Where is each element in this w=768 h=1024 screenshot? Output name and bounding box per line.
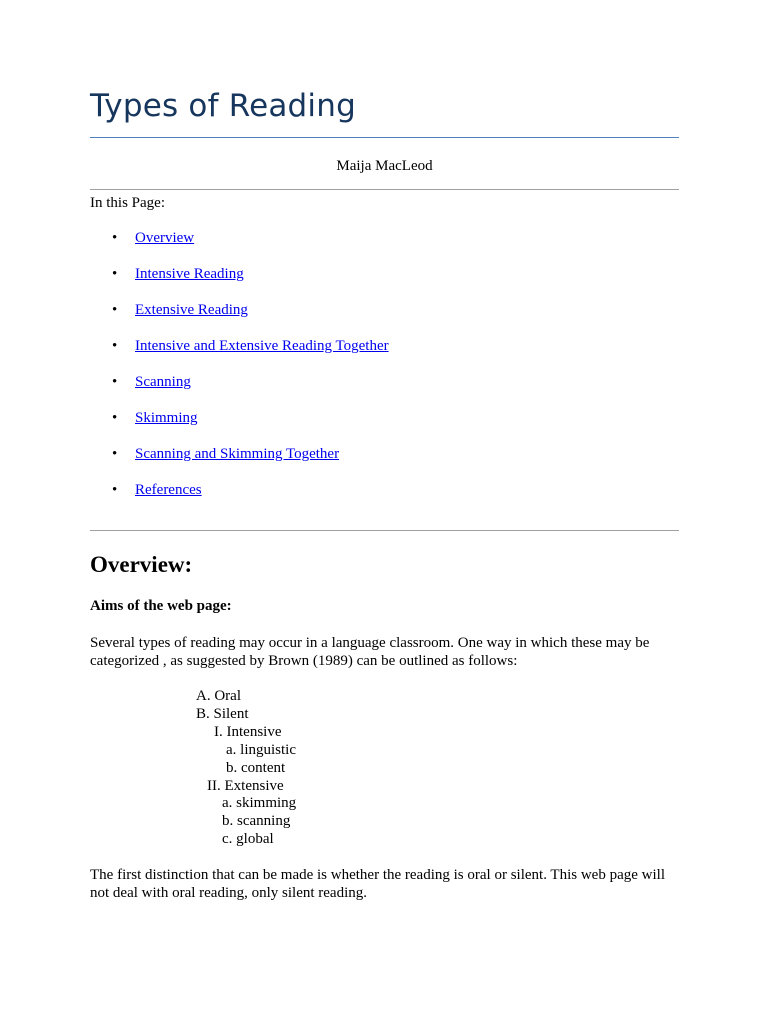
intro-paragraph: Several types of reading may occur in a language classroom. One way in which these may be categorized , as suggested by Brown (1989) can be outlined as follows: [90, 635, 650, 669]
outline-item: B. Silent [196, 705, 249, 722]
outline-item: c. global [222, 831, 274, 848]
page-title: Types of Reading [90, 88, 356, 124]
toc-link-intensive-reading[interactable]: Intensive Reading [135, 266, 244, 282]
outline-item: b. scanning [222, 813, 291, 830]
toc-link-intensive-and-extensive[interactable]: Intensive and Extensive Reading Together [135, 338, 389, 354]
outline-item: A. Oral [196, 688, 241, 704]
outline-item: b. content [226, 759, 286, 776]
aims-heading: Aims of the web page: [90, 598, 232, 614]
divider-bottom [90, 530, 679, 531]
toc-link-scanning-and-skimming[interactable]: Scanning and Skimming Together [135, 446, 340, 462]
bullet-icon: • [112, 230, 118, 246]
outline-item: a. skimming [222, 795, 297, 812]
outline-item: II. Extensive [207, 777, 284, 794]
toc-link-extensive-reading[interactable]: Extensive Reading [135, 302, 248, 318]
title-underline [90, 137, 679, 138]
outline-item: I. Intensive [214, 723, 282, 740]
bullet-icon: • [112, 302, 118, 318]
bullet-icon: • [112, 374, 118, 390]
bullet-icon: • [112, 410, 118, 426]
toc-link-overview[interactable]: Overview [135, 230, 195, 246]
divider-top [90, 189, 679, 190]
toc-link-skimming[interactable]: Skimming [135, 410, 198, 426]
toc-link-scanning[interactable]: Scanning [135, 374, 191, 390]
reading-types-outline [90, 688, 296, 849]
toc-link-references[interactable]: References [135, 482, 202, 498]
closing-paragraph: The first distinction that can be made is whether the reading is oral or silent. This web page will not deal with oral reading, only silent reading. [90, 867, 665, 901]
bullet-icon: • [112, 266, 118, 282]
overview-heading: Overview: [90, 552, 193, 577]
toc-label: In this Page: [90, 195, 165, 211]
author-name: Maija MacLeod [336, 158, 433, 174]
bullet-icon: • [112, 338, 118, 354]
bullet-icon: • [112, 446, 118, 462]
outline-item: a. linguistic [226, 741, 296, 758]
bullet-icon: • [112, 482, 118, 498]
